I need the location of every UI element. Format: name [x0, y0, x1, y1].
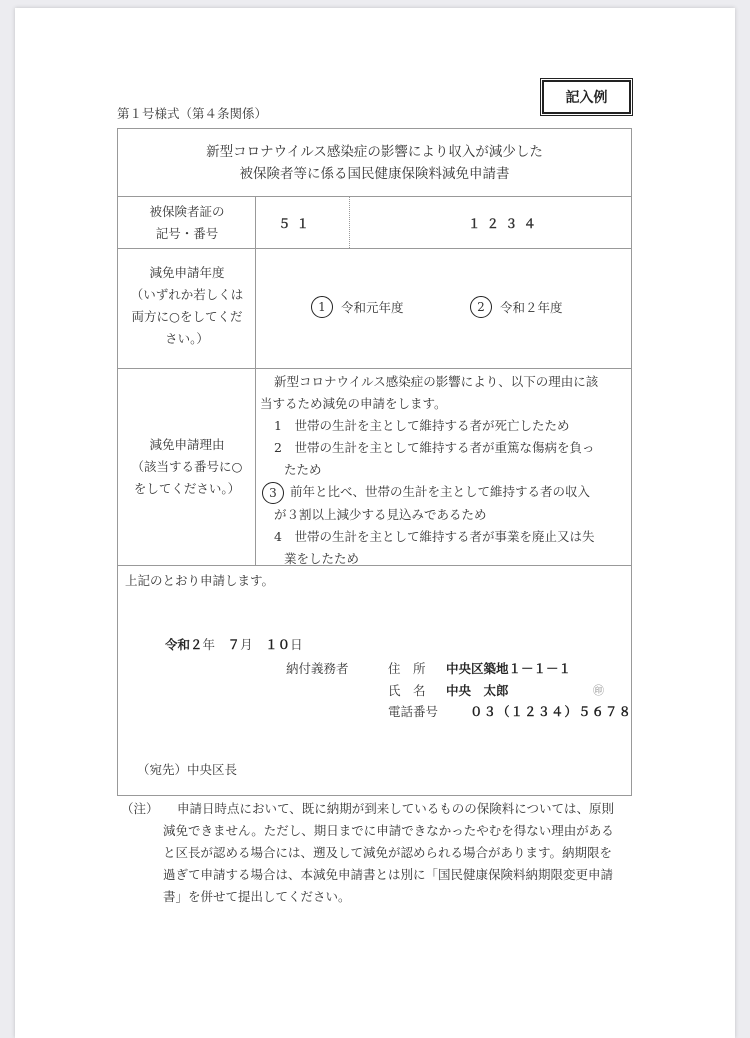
reason-label [118, 434, 256, 500]
option-label: 令和２年度 [500, 300, 563, 315]
form-number: 第１号様式（第４条関係） [117, 106, 268, 121]
row-divider [118, 196, 631, 197]
row-divider [118, 248, 631, 249]
reason-item-4[interactable] [260, 526, 625, 548]
label-line: （該当する番号に○ [131, 459, 243, 474]
application-form [117, 128, 632, 796]
column-divider [255, 196, 256, 565]
date-unit: 日 [290, 637, 303, 652]
insurance-symbol: ５１ [278, 216, 316, 231]
addressee: （宛先）中央区長 [137, 762, 238, 777]
note-body [163, 798, 651, 908]
application-date [165, 635, 303, 653]
item-text: 世帯の生計を主として維持する者が死亡したため [294, 418, 570, 433]
label-line: 記号・番号 [155, 226, 219, 241]
name-value: 中央 太郎 [446, 683, 509, 698]
form-title-line: 被保険者等に係る国民健康保険料減免申請書 [239, 166, 510, 182]
reason-intro: 新型コロナウイルス感染症の影響により、以下の理由に該 [274, 374, 599, 389]
item-text: 世帯の生計を主として維持する者が重篤な傷病を負っ [294, 440, 595, 455]
seal-icon: ㊞ [593, 684, 604, 697]
date-month: ７ [227, 637, 241, 652]
item-text-cont: 業をしたため [284, 550, 360, 566]
item-number: 2 [274, 440, 282, 455]
item-text: 世帯の生計を主として維持する者が事業を廃止又は失 [294, 528, 595, 544]
address-label: 住 所 [388, 661, 426, 676]
selected-circle-icon: 3 [262, 482, 284, 504]
reason-item-1[interactable] [260, 415, 625, 437]
note-line: と区長が認める場合には、遡及して減免が認められる場合があります。納期限を [163, 845, 613, 860]
phone-value: ０３（１２３４）５６７８ [470, 704, 633, 719]
date-unit: 月 [240, 637, 253, 652]
phone-label: 電話番号 [388, 704, 439, 719]
reason-text [260, 371, 625, 570]
reason-item-2[interactable] [260, 437, 625, 459]
date-unit: 年 [202, 637, 216, 652]
insurance-card-label [118, 201, 256, 245]
fiscal-year-label [118, 262, 256, 350]
item-number: 4 [274, 528, 282, 544]
item-text-cont: が３割以上減少する見込みであるため [274, 506, 487, 522]
note-line: 減免できません。ただし、期日までに申請できなかったやむを得ない理由がある [163, 823, 614, 838]
note-line: 書」を併せて提出してください。 [163, 889, 351, 904]
note-label: （注） [121, 801, 159, 816]
fiscal-year-option-2[interactable] [470, 296, 563, 318]
form-title-line: 新型コロナウイルス感染症の影響により収入が減少した [206, 144, 543, 160]
label-line: 両方に○をしてくだ [131, 309, 243, 324]
note-line: 申請日時点において、既に納期が到来しているものの保険料については、原則 [177, 801, 615, 816]
item-number: 1 [274, 418, 282, 433]
payer-label: 納付義務者 [286, 661, 349, 676]
label-line: をしてください。） [133, 481, 241, 496]
selected-circle-icon: 1 [311, 296, 333, 318]
selected-circle-icon: 2 [470, 296, 492, 318]
date-day: １０ [265, 637, 291, 652]
option-label: 令和元年度 [341, 300, 404, 315]
label-line: 減免申請年度 [149, 265, 225, 280]
label-line: 被保険者証の [149, 204, 225, 219]
item-text-cont: たため [284, 462, 322, 477]
application-statement: 上記のとおり申請します。 [125, 573, 275, 588]
document-page [15, 8, 735, 1038]
fiscal-year-option-1[interactable] [311, 296, 404, 318]
label-line: 減免申請理由 [149, 437, 225, 452]
address-value: 中央区築地１－１－１ [446, 661, 572, 676]
name-label: 氏 名 [388, 683, 426, 698]
form-title [118, 141, 631, 185]
sample-badge: 記入例 [542, 80, 631, 114]
reason-item-3[interactable] [260, 481, 625, 504]
row-divider [118, 368, 631, 369]
column-divider [349, 196, 350, 248]
label-line: （いずれか若しくは [130, 287, 244, 302]
label-line: さい。） [165, 331, 209, 346]
reason-intro: 当するため減免の申請をします。 [260, 396, 447, 411]
item-text: 前年と比べ、世帯の生計を主として維持する者の収入 [290, 484, 591, 499]
note-line: 過ぎて申請する場合は、本減免申請書とは別に「国民健康保険料納期限変更申請 [163, 867, 614, 882]
date-year: 令和２ [165, 637, 203, 652]
insurance-number: １２３４ [468, 216, 543, 231]
